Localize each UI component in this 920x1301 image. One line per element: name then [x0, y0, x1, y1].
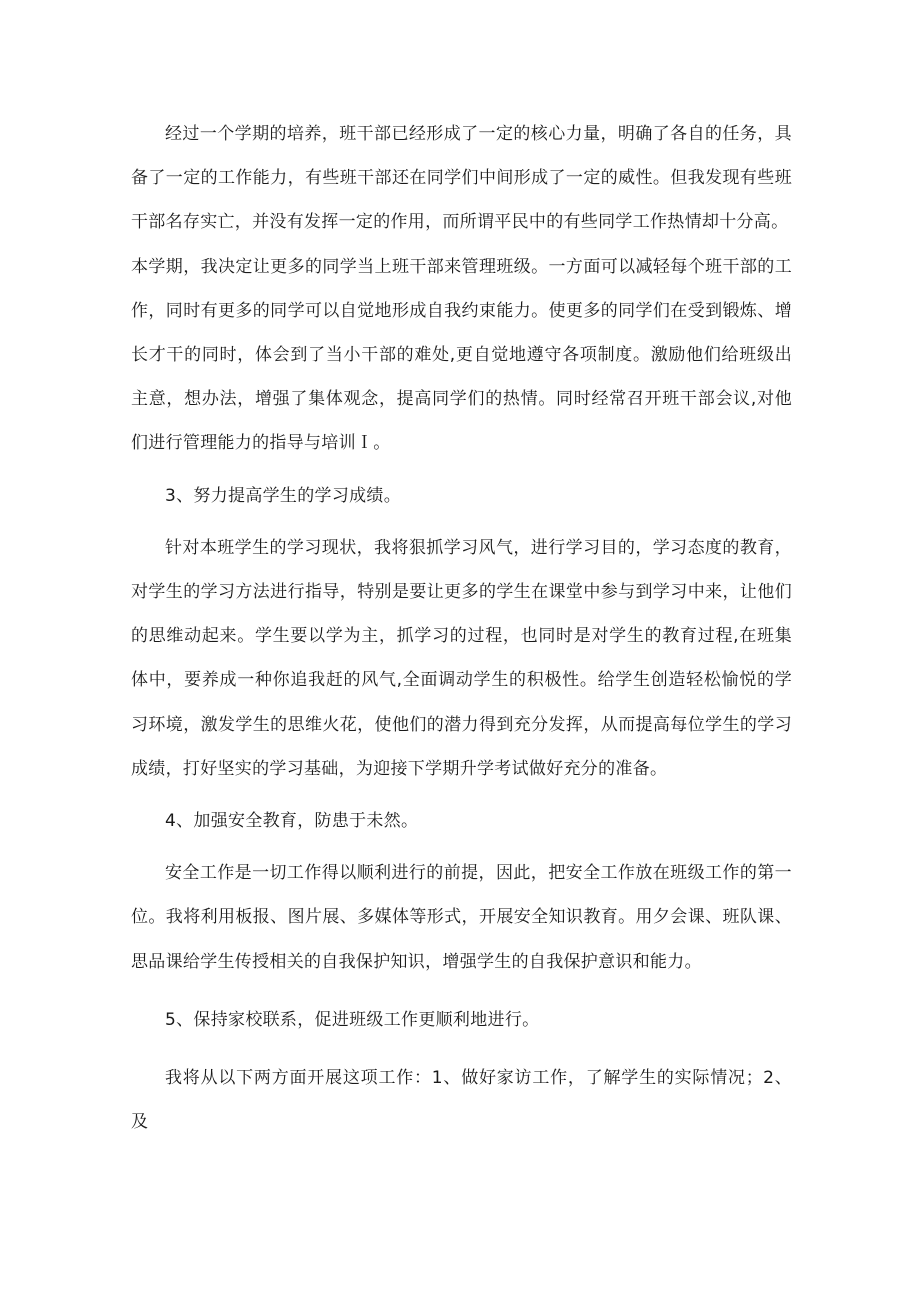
paragraph-safety-education: 安全工作是一切工作得以顺利进行的前提，因此，把安全工作放在班级工作的第一位。我将利用板报、图片展、多媒体等形式，开展安全知识教育。用夕会课、班队课、思品课给学生传授相关的自我保护知识，增强学生的自我保护意识和能力。: [131, 863, 792, 972]
heading-home-school-contact: 5、保持家校联系，促进班级工作更顺利地进行。: [165, 1009, 540, 1030]
paragraph-home-school-contact: 我将从以下两方面开展这项工作：1、做好家访工作，了解学生的实际情况；2、及: [131, 1068, 792, 1133]
document-body: [131, 112, 792, 1144]
paragraph-class-cadre-plan: 本学期，我决定让更多的同学当上班干部来管理班级。一方面可以减轻每个班干部的工作，同时有更多的同学可以自觉地形成自我约束能力。使更多的同学们在受到锻炼、增长才干的同时，体会到了当小干部的难处,更自觉地遵守各项制度。激励他们给班级出主意，想办法，增强了集体观念，提高同学们的热情。同时经常召开班干部会议,对他们进行管理能力的指导与培训Ｉ。: [131, 256, 792, 454]
heading-improve-grades: 3、努力提高学生的学习成绩。: [165, 485, 402, 506]
paragraph-improve-grades: 针对本班学生的学习现状，我将狠抓学习风气，进行学习目的，学习态度的教育，对学生的学习方法进行指导，特别是要让更多的学生在课堂中参与到学习中来，让他们的思维动起来。学生要以学为主，抓学习的过程，也同时是对学生的教育过程,在班集体中，要养成一种你追我赶的风气,全面调动学生的积极性。给学生创造轻松愉悦的学习环境，激发学生的思维火花，使他们的潜力得到充分发挥，从而提高每位学生的学习成绩，打好坚实的学习基础，为迎接下学期升学考试做好充分的准备。: [131, 537, 792, 779]
paragraph-class-cadre-review: 经过一个学期的培养，班干部已经形成了一定的核心力量，明确了各自的任务，具备了一定的工作能力，有些班干部还在同学们中间形成了一定的威性。但我发现有些班干部名存实亡，并没有发挥一定的作用，而所谓平民中的有些同学工作热情却十分高。: [131, 124, 792, 233]
heading-safety-education: 4、加强安全教育，防患于未然。: [165, 811, 419, 832]
